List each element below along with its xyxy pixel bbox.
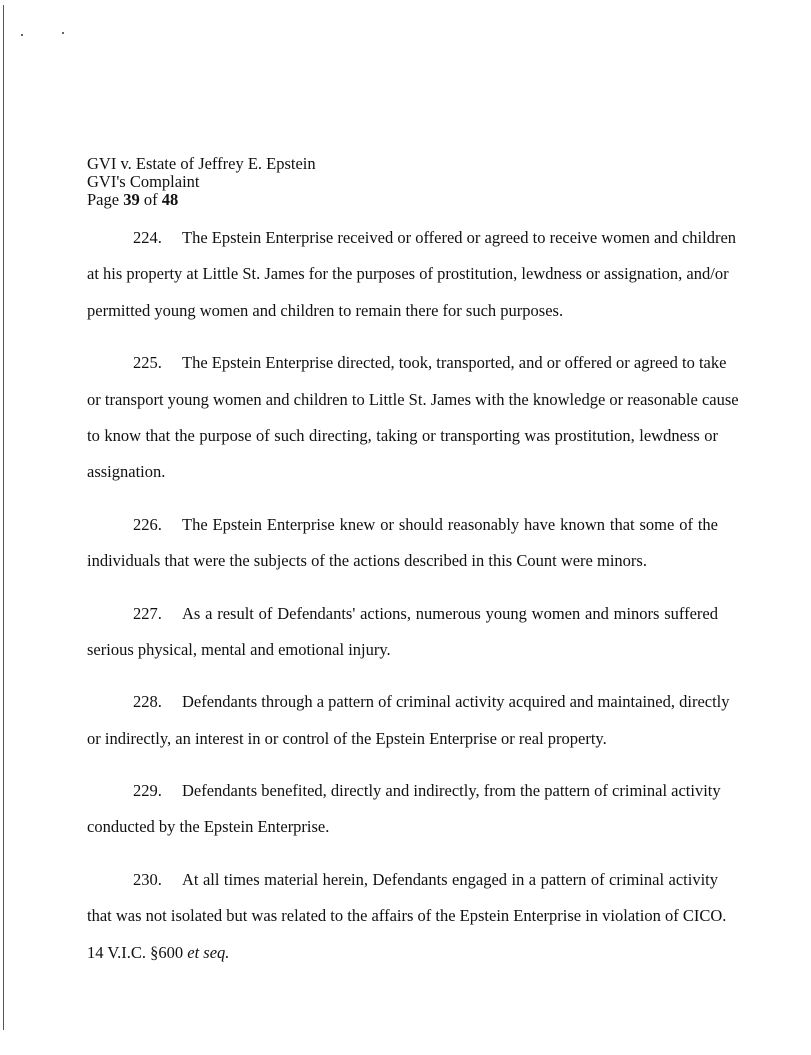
paragraph-line bbox=[87, 596, 718, 632]
numbered-paragraph bbox=[87, 220, 737, 329]
paragraph-text: permitted young women and children to remain there for such purposes. bbox=[87, 300, 564, 320]
numbered-paragraph bbox=[87, 507, 718, 580]
paragraph-text: or indirectly, an interest in or control of the Epstein Enterprise or real property. bbox=[87, 728, 607, 748]
paragraph-line bbox=[87, 862, 718, 898]
paragraph-number: 230. bbox=[133, 869, 162, 889]
document-body bbox=[87, 220, 739, 987]
scan-speck bbox=[21, 34, 23, 36]
case-caption: GVI v. Estate of Jeffrey E. Epstein bbox=[87, 154, 316, 173]
paragraph-number: 226. bbox=[133, 514, 162, 534]
paragraph-text: that was not isolated but was related to the affairs of the Epstein Enterprise in violation of CICO. bbox=[87, 906, 727, 926]
paragraph-line bbox=[87, 632, 718, 668]
citation-text: 14 V.I.C. §600 bbox=[87, 942, 188, 962]
paragraph-text: Defendants benefited, directly and indirectly, from the pattern of criminal activity bbox=[182, 781, 721, 801]
paragraph-line bbox=[87, 345, 727, 381]
paragraph-number: 225. bbox=[133, 353, 162, 373]
paragraph-line bbox=[87, 220, 737, 256]
paragraph-text: As a result of Defendants' actions, numerous young women and minors suffered bbox=[182, 603, 718, 623]
numbered-paragraph bbox=[87, 345, 739, 491]
paragraph-text: At all times material herein, Defendants engaged in a pattern of criminal activity bbox=[182, 869, 718, 889]
paragraph-text: The Epstein Enterprise received or offered or agreed to receive women and children bbox=[182, 228, 737, 247]
paragraph-number: 229. bbox=[133, 781, 162, 801]
paragraph-text: assignation. bbox=[87, 462, 166, 482]
citation-italic: et seq. bbox=[187, 942, 230, 962]
paragraph-text: individuals that were the subjects of the actions described in this Count were minors. bbox=[87, 551, 647, 571]
numbered-paragraph bbox=[87, 684, 730, 757]
paragraph-text: at his property at Little St. James for the purposes of prostitution, lewdness or assignation, and/or bbox=[87, 264, 729, 284]
paragraph-text: The Epstein Enterprise knew or should reasonably have known that some of the bbox=[182, 514, 718, 534]
document-header bbox=[87, 155, 316, 209]
paragraph-line bbox=[87, 256, 729, 292]
paragraph-line bbox=[87, 507, 718, 543]
numbered-paragraph bbox=[87, 773, 721, 846]
paragraph-line bbox=[87, 721, 718, 757]
scan-speck bbox=[62, 32, 64, 34]
page-indicator: Page 39 of 48 bbox=[87, 190, 179, 209]
paragraph-line bbox=[87, 454, 718, 490]
paragraph-text: conducted by the Epstein Enterprise. bbox=[87, 817, 330, 837]
statute-citation bbox=[87, 935, 718, 971]
paragraph-text: or transport young women and children to Little St. James with the knowledge or reasonable cause bbox=[87, 389, 739, 409]
paragraph-text: to know that the purpose of such directing, taking or transporting was prostitution, lewdness or bbox=[87, 425, 718, 445]
paragraph-line bbox=[87, 543, 718, 579]
paragraph-number: 227. bbox=[133, 603, 162, 623]
page-total: 48 bbox=[161, 190, 179, 209]
paragraph-line bbox=[87, 293, 718, 329]
paragraph-line bbox=[87, 684, 730, 720]
paragraph-text: The Epstein Enterprise directed, took, transported, and or offered or agreed to take bbox=[182, 353, 727, 373]
paragraph-line bbox=[87, 773, 721, 809]
paragraph-line bbox=[87, 809, 718, 845]
paragraph-line bbox=[87, 382, 739, 418]
paragraph-line bbox=[87, 898, 727, 934]
page-number: 39 bbox=[123, 190, 140, 209]
paragraph-line bbox=[87, 418, 718, 454]
numbered-paragraph bbox=[87, 862, 727, 971]
paragraph-text: Defendants through a pattern of criminal activity acquired and maintained, directly bbox=[182, 692, 730, 712]
paragraph-text: serious physical, mental and emotional injury. bbox=[87, 639, 391, 659]
paragraph-number: 224. bbox=[133, 228, 162, 247]
scan-edge-line bbox=[3, 5, 4, 1030]
paragraph-number: 228. bbox=[133, 692, 162, 712]
document-title: GVI's Complaint bbox=[87, 172, 200, 191]
numbered-paragraph bbox=[87, 596, 718, 669]
